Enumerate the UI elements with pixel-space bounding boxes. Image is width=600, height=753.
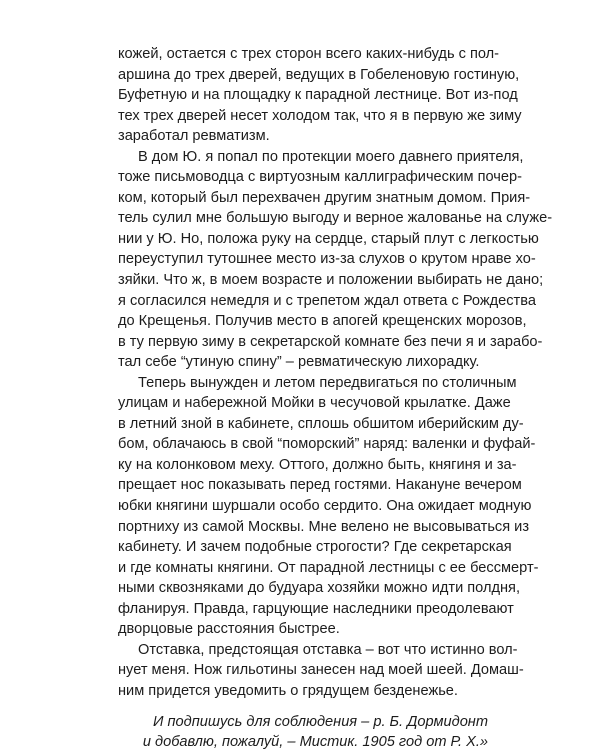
text-line: прещает нос показывать перед гостями. Накануне вечером — [118, 477, 522, 494]
paragraph-4 — [118, 640, 524, 702]
text-line: и где комнаты княгини. От парадной лестницы с ее бессмерт- — [118, 559, 539, 576]
page-body — [118, 44, 553, 753]
text-line: аршина до трех дверей, ведущих в Гобеленовую гостиную, — [118, 66, 520, 83]
text-line: Теперь вынужден и летом передвигаться по столичным — [138, 374, 517, 391]
text-line: зяйки. Что ж, в моем возрасте и положении выбирать не дано; — [118, 272, 544, 289]
text-line: улицам и набережной Мойки в чесучовой крылатке. Даже — [118, 395, 511, 412]
text-line: заработал ревматизм. — [118, 128, 270, 145]
paragraph-3 — [118, 373, 539, 640]
text-line: ными сквозняками до будуара хозяйки можно идти полдня, — [118, 580, 521, 597]
text-line: дворцовые расстояния быстрее. — [118, 621, 340, 638]
text-line: тель сулил мне большую выгоду и верное жалованье на служе- — [118, 210, 553, 227]
text-line: я согласился немедля и с трепетом ждал ответа с Рождества — [118, 292, 536, 309]
text-line: фланируя. Правда, гарцующие наследники преодолевают — [118, 600, 514, 617]
signature — [118, 712, 488, 753]
text-line: тех трех дверей несет холодом так, что я в первую же зиму — [118, 107, 522, 124]
text-line: портниху из самой Москвы. Мне велено не высовываться из — [118, 518, 530, 535]
text-line: нует меня. Нож гильотины занесен над моей шеей. Домаш- — [118, 662, 524, 679]
signature-line: и добавлю, пожалуй, – Мистик. 1905 год от Р. Х.» — [142, 734, 488, 751]
text-line: до Крещенья. Получив место в апогей крещенских морозов, — [118, 313, 527, 330]
text-line: тоже письмоводца с виртуозным каллиграфическим почер- — [118, 169, 522, 186]
text-line: переуступил тутошнее место из-за слухов о крутом нраве хо- — [118, 251, 536, 268]
text-line: ним придется уведомить о грядущем безденежье. — [118, 682, 458, 699]
text-line: ком, который был перехвачен другим знатным домом. Прия- — [118, 189, 531, 206]
text-line: юбки княгини шуршали особо сердито. Она ожидает модную — [118, 498, 532, 515]
paragraph-1 — [118, 44, 522, 147]
text-line: кабинету. И зачем подобные строгости? Где секретарская — [118, 539, 512, 556]
text-line: ку на колонковом меху. Оттого, должно быть, княгиня и за- — [118, 456, 517, 473]
signature-line: И подпишусь для соблюдения – р. Б. Дормидонт — [153, 713, 488, 730]
text-line: Отставка, предстоящая отставка – вот что истинно вол- — [138, 641, 518, 658]
text-line: Буфетную и на площадку к парадной лестнице. Вот из-под — [118, 87, 518, 104]
text-line: в ту первую зиму в секретарской комнате без печи я и зарабо- — [118, 333, 543, 350]
paragraph-2 — [118, 147, 553, 373]
text-line: нии у Ю. Но, положа руку на сердце, старый плут с легкостью — [118, 230, 539, 247]
text-line: кожей, остается с трех сторон всего каких-нибудь с пол- — [118, 46, 500, 62]
text-line: в летний зной в кабинете, сплошь обшитом иберийским ду- — [118, 415, 524, 432]
text-line: В дом Ю. я попал по протекции моего давнего приятеля, — [138, 148, 524, 165]
text-line: тал себе “утиную спину” – ревматическую лихорадку. — [118, 354, 480, 371]
text-line: бом, облачаюсь в свой “поморский” наряд: валенки и фуфай- — [118, 436, 536, 453]
